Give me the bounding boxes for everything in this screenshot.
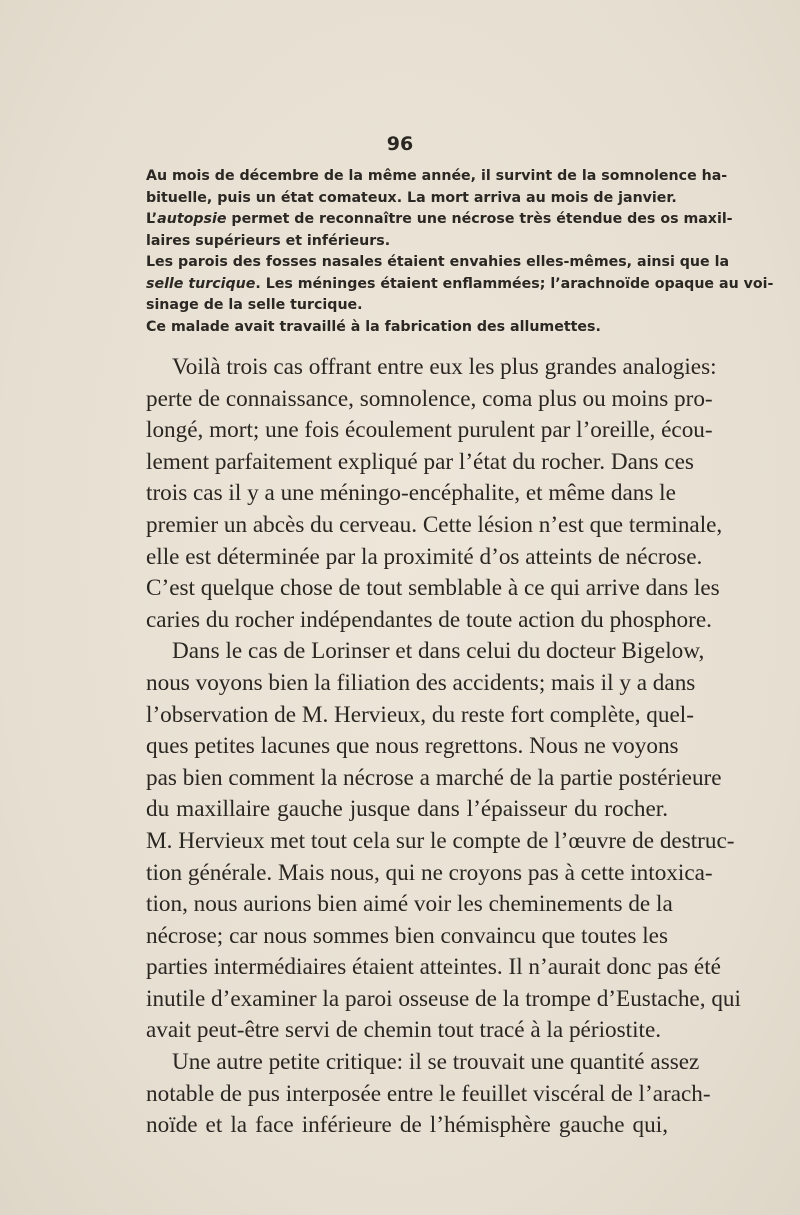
text-line: Dans le cas de Lorinser et dans celui du docteur Bigelow,: [172, 638, 705, 665]
text-line: Ce malade avait travaillé à la fabrication des allumettes.: [146, 318, 601, 335]
text-line: trois cas il y a une méningo-encéphalite, et même dans le: [146, 480, 676, 507]
text-line: C’est quelque chose de tout semblable à ce qui arrive dans les: [146, 575, 720, 602]
text-line: tion générale. Mais nous, qui ne croyons pas à cette intoxica-: [146, 859, 713, 886]
text-line: Les parois des fosses nasales étaient envahies elles-mêmes, ainsi que la: [146, 254, 730, 270]
text-line: notable de pus interposée entre le feuillet viscéral de l’arach-: [146, 1080, 711, 1107]
text-line: caries du rocher indépendantes de toute action du phosphore.: [146, 606, 712, 633]
text-line: noïde et la face inférieure de l’hémisphère gauche qui,: [146, 1112, 668, 1139]
case-report-block: [146, 166, 774, 338]
text-line: nous voyons bien la filiation des accidents; mais il y a dans: [146, 669, 696, 696]
text-line: M. Hervieux met tout cela sur le compte de l’œuvre de destruc-: [146, 827, 735, 854]
text-line: inutile d’examiner la paroi osseuse de la trompe d’Eustache, qui: [146, 985, 741, 1012]
text-line: perte de connaissance, somnolence, coma plus ou moins pro-: [146, 385, 713, 412]
text-line: sinage de la selle turcique.: [146, 297, 363, 313]
page-number: 96: [386, 133, 414, 155]
text-line: Voilà trois cas offrant entre eux les plus grandes analogies:: [172, 354, 717, 380]
text-line: du maxillaire gauche jusque dans l’épaisseur du rocher.: [146, 796, 668, 823]
text-line: laires supérieurs et inférieurs.: [146, 232, 391, 249]
text-line: nécrose; car nous sommes bien convaincu que toutes les: [146, 922, 668, 949]
text-line: pas bien comment la nécrose a marché de la partie postérieure: [146, 764, 722, 791]
text-line: parties intermédiaires étaient atteintes. Il n’aurait donc pas été: [146, 954, 721, 981]
text-line: lement parfaitement expliqué par l’état du rocher. Dans ces: [146, 448, 694, 475]
text-line: bituelle, puis un état comateux. La mort arriva au mois de janvier.: [146, 189, 677, 206]
discussion-block: [146, 352, 741, 1142]
text-line: Une autre petite critique: il se trouvait une quantité assez: [172, 1049, 700, 1076]
text-line: avait peut-être servi de chemin tout tracé à la périostite.: [146, 1017, 662, 1044]
text-line: elle est déterminée par la proximité d’os atteints de nécrose.: [146, 543, 703, 570]
text-line: L’autopsie permet de reconnaître une nécrose très étendue des os maxil-: [146, 211, 733, 227]
text-line: ques petites lacunes que nous regrettons. Nous ne voyons: [146, 733, 679, 760]
text-line: premier un abcès du cerveau. Cette lésion n’est que terminale,: [146, 511, 723, 538]
text-line: longé, mort; une fois écoulement purulent par l’oreille, écou-: [146, 417, 713, 444]
text-line: Au mois de décembre de la même année, il survint de la somnolence ha-: [146, 168, 728, 184]
text-line: selle turcique. Les méninges étaient enflammées; l’arachnoïde opaque au voi-: [146, 275, 774, 292]
text-line: tion, nous aurions bien aimé voir les cheminements de la: [146, 891, 673, 918]
text-line: l’observation de M. Hervieux, du reste fort complète, quel-: [146, 701, 694, 728]
